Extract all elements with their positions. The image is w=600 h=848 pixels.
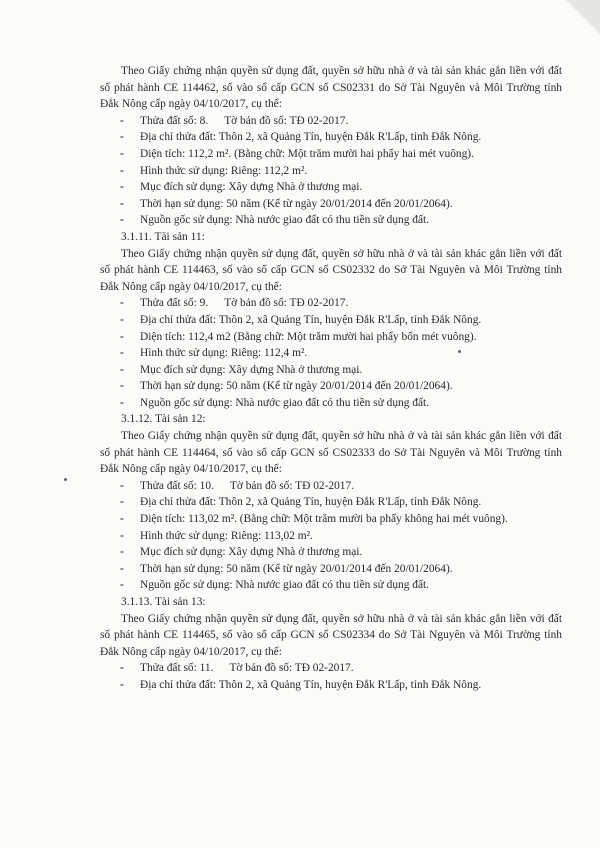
usage-term: - Thời hạn sử dụng: 50 năm (Kể từ ngày 20/01/2014 đến 20/01/2064). — [100, 561, 562, 578]
parcel-number: Thửa đất số: 10. — [140, 479, 214, 492]
asset-details — [100, 295, 562, 411]
parcel-address: - Địa chỉ thửa đất: Thôn 2, xã Quảng Tín, huyện Đắk R'Lấp, tỉnh Đắk Nông. — [100, 312, 562, 329]
section-heading: 3.1.11. Tài sản 11: — [121, 230, 205, 243]
parcel-line — [100, 660, 562, 677]
parcel-area: - Diện tích: 112,2 m². (Bằng chữ: Một trăm mười hai phẩy hai mét vuông). — [100, 146, 562, 163]
parcel-line — [100, 113, 562, 130]
usage-purpose: - Mục đích sử dụng: Xây dựng Nhà ở thương mại. — [100, 362, 562, 379]
certificate-paragraph: Theo Giấy chứng nhận quyền sử dụng đất, quyền sở hữu nhà ở và tài sản khác gắn liền với đất số phát hành CE 114462, số vào sổ cấp GCN số CS02331 do Sở Tài Nguyên và Môi Trường tỉnh Đắk Nông cấp ngày 04/10/2017, cụ thể: — [100, 65, 562, 111]
usage-purpose: - Mục đích sử dụng: Xây dựng Nhà ở thương mại. — [100, 179, 562, 196]
asset-details — [100, 478, 562, 594]
parcel-address: - Địa chỉ thửa đất: Thôn 2, xã Quảng Tín, huyện Đắk R'Lấp, tỉnh Đắk Nông. — [100, 129, 562, 146]
usage-form: - Hình thức sử dụng: Riêng: 112,2 m². — [100, 163, 562, 180]
section-heading: 3.1.12. Tài sản 12: — [121, 413, 206, 426]
asset-section — [100, 229, 562, 412]
asset-section — [100, 63, 562, 229]
parcel-address: - Địa chỉ thửa đất: Thôn 2, xã Quảng Tín, huyện Đắk R'Lấp, tỉnh Đắk Nông. — [100, 677, 562, 694]
parcel-address: - Địa chỉ thửa đất: Thôn 2, xã Quảng Tín, huyện Đắk R'Lấp, tỉnh Đắk Nông. — [100, 494, 562, 511]
usage-origin: - Nguồn gốc sử dụng: Nhà nước giao đất có thu tiền sử dụng đất. — [100, 212, 562, 229]
asset-section — [100, 594, 562, 694]
asset-details — [100, 113, 562, 229]
usage-origin: - Nguồn gốc sử dụng: Nhà nước giao đất có thu tiền sử dụng đất. — [100, 577, 562, 594]
document-body — [100, 63, 562, 694]
parcel-area: - Diện tích: 112,4 m2 (Bằng chữ: Một trăm mười hai phẩy bốn mét vuông). — [100, 329, 562, 346]
parcel-area: - Diện tích: 113,02 m². (Bằng chữ: Một trăm mười ba phẩy không hai mét vuông). — [100, 511, 562, 528]
parcel-number: Thửa đất số: 11. — [140, 662, 214, 675]
asset-section — [100, 411, 562, 594]
section-heading: 3.1.13. Tài sản 13: — [121, 596, 206, 608]
map-sheet: Tờ bản đồ số: TĐ 02-2017. — [224, 114, 349, 127]
parcel-line — [100, 295, 562, 312]
usage-origin: - Nguồn gốc sử dụng: Nhà nước giao đất có thu tiền sử dụng đất. — [100, 395, 562, 412]
usage-purpose: - Mục đích sử dụng: Xây dựng Nhà ở thương mại. — [100, 544, 562, 561]
asset-details — [100, 660, 562, 693]
map-sheet: Tờ bản đồ số: TĐ 02-2017. — [229, 662, 354, 675]
map-sheet: Tờ bản đồ số: TĐ 02-2017. — [229, 479, 355, 492]
folded-corner — [566, 0, 600, 34]
map-sheet: Tờ bản đồ số: TĐ 02-2017. — [224, 297, 349, 310]
parcel-number: Thửa đất số: 8. — [140, 114, 209, 127]
usage-form: - Hình thức sử dụng: Riêng: 112,4 m². — [100, 345, 562, 362]
certificate-paragraph: Theo Giấy chứng nhận quyền sử dụng đất, quyền sở hữu nhà ở và tài sản khác gắn liền với đất số phát hành CE 114465, số vào sổ cấp GCN số CS02334 do Sở Tài Nguyên và Môi Trường tỉnh Đắk Nông cấp ngày 04/10/2017, cụ thể: — [100, 612, 562, 658]
certificate-paragraph: Theo Giấy chứng nhận quyền sử dụng đất, quyền sở hữu nhà ở và tài sản khác gắn liền với đất số phát hành CE 114463, số vào sổ cấp GCN số CS02332 do Sở Tài Nguyên và Môi Trường tỉnh Đắk Nông cấp ngày 04/10/2017, cụ thể: — [100, 247, 562, 293]
usage-term: - Thời hạn sử dụng: 50 năm (Kể từ ngày 20/01/2014 đến 20/01/2064). — [100, 378, 562, 395]
scan-speck — [64, 478, 67, 481]
parcel-number: Thửa đất số: 9. — [140, 297, 209, 310]
usage-term: - Thời hạn sử dụng: 50 năm (Kể từ ngày 20/01/2014 đến 20/01/2064). — [100, 196, 562, 213]
certificate-paragraph: Theo Giấy chứng nhận quyền sử dụng đất, quyền sở hữu nhà ở và tài sản khác gắn liền với đất số phát hành CE 114464, số vào sổ cấp GCN số CS02333 do Sở Tài Nguyên và Môi Trường tỉnh Đắk Nông cấp ngày 04/10/2017, cụ thể: — [100, 430, 562, 476]
parcel-line — [100, 478, 562, 495]
usage-form: - Hình thức sử dụng: Riêng: 113,02 m². — [100, 528, 562, 545]
